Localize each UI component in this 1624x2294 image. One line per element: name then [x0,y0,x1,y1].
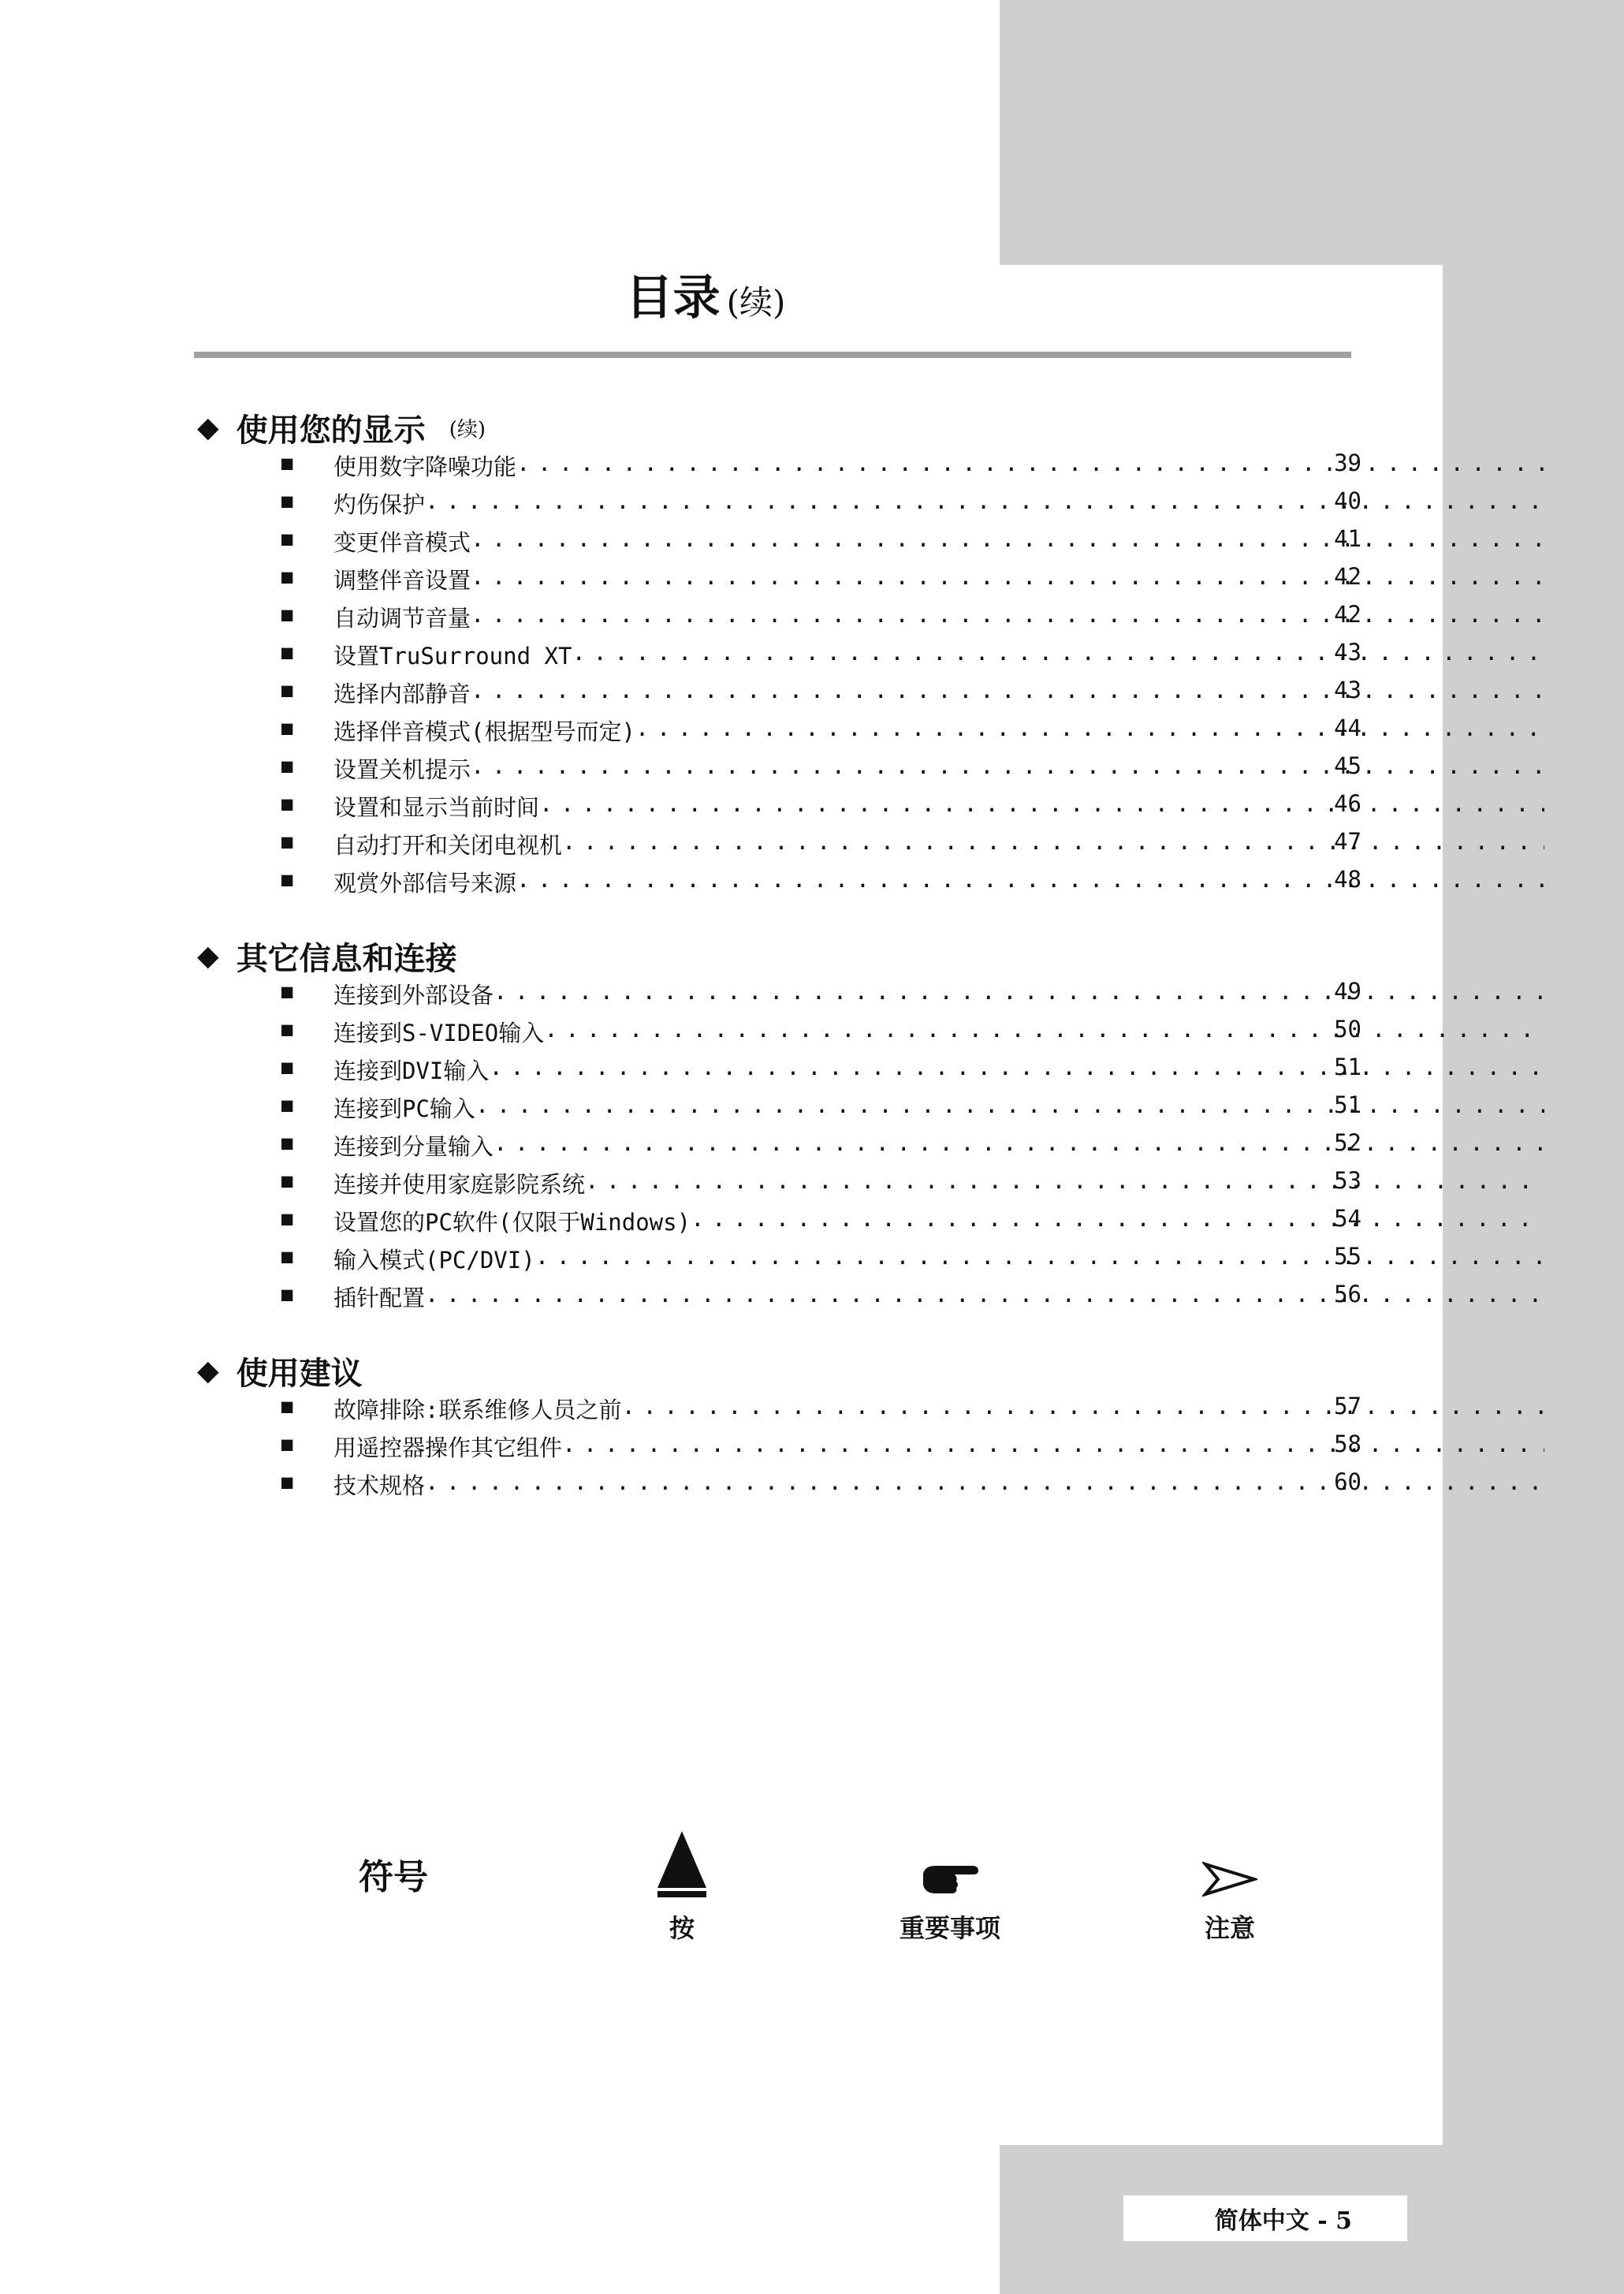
leader-dots [535,1243,1544,1275]
diamond-bullet-icon: ◆ [197,1354,219,1387]
square-bullet-icon: ■ [281,1471,293,1493]
toc-entry-page: 42 [1334,601,1361,628]
leader-dots [516,866,1544,898]
leader-dots [475,1091,1544,1124]
toc-entry[interactable] [281,1013,1361,1050]
page-number-text: 简体中文 - 5 [1214,2207,1352,2235]
toc-entry-page: 44 [1334,714,1361,741]
leader-dots [494,978,1544,1010]
page-title-suffix: (续) [726,283,786,322]
toc-entry[interactable] [281,825,1361,863]
toc-entry-label: 选择伴音模式(根据型号而定) [333,718,635,745]
toc-entry-label: 变更伴音模式 [333,529,471,556]
toc-entry-label: 观赏外部信号来源 [333,870,517,897]
section-heading-text: 其它信息和连接 [236,939,457,977]
page-title-text: 目录 [625,270,721,326]
leader-dots [562,828,1544,860]
toc-entry-page: 39 [1334,449,1361,476]
square-bullet-icon: ■ [281,1132,293,1154]
symbol-caption: 注意 [1204,1913,1255,1943]
section-heading-text: 使用您的显示 [236,411,426,449]
section-heading [197,404,486,451]
square-bullet-icon: ■ [281,528,293,550]
leader-dots [585,1167,1544,1199]
toc-entry-page: 42 [1334,563,1361,590]
section-heading-suffix: (续) [449,417,486,442]
toc-entry-label: 使用数字降噪功能 [333,453,517,480]
square-bullet-icon: ■ [281,679,293,701]
toc-entry[interactable] [281,560,1361,598]
toc-entry[interactable] [281,1278,1361,1315]
toc-entry-page: 50 [1334,1016,1361,1043]
toc-entry-page: 52 [1334,1129,1361,1156]
gray-panel-top [1000,0,1624,265]
square-bullet-icon: ■ [281,1207,293,1229]
toc-entry-page: 51 [1334,1091,1361,1118]
leader-dots [425,1468,1544,1501]
toc-entry-label: 用遥控器操作其它组件 [333,1434,563,1461]
toc-entry-label: 技术规格 [333,1472,426,1499]
toc-entry-page: 58 [1334,1430,1361,1457]
toc-entry-page: 47 [1334,828,1361,855]
square-bullet-icon: ■ [281,641,293,663]
toc-entry[interactable] [281,673,1361,711]
leader-dots [562,1430,1544,1463]
toc-entry-label: 连接到S-VIDEO输入 [333,1020,545,1046]
section-heading [197,932,457,979]
square-bullet-icon: ■ [281,793,293,815]
leader-dots [471,677,1544,709]
leader-dots [489,1054,1544,1086]
toc-entry[interactable] [281,598,1361,636]
leader-dots [572,639,1544,671]
leader-dots [471,601,1544,633]
leader-dots [539,790,1544,822]
square-bullet-icon: ■ [281,1094,293,1116]
toc-entry-page: 53 [1334,1167,1361,1194]
toc-entry-label: 自动打开和关闭电视机 [333,832,563,859]
toc-entry-label: 设置和显示当前时间 [333,794,540,821]
square-bullet-icon: ■ [281,1018,293,1040]
leader-dots [471,563,1544,595]
square-bullet-icon: ■ [281,1283,293,1305]
toc-entry-label: 选择内部静音 [333,681,471,707]
toc-entry[interactable] [281,1088,1361,1126]
toc-entry[interactable] [281,1465,1361,1503]
square-bullet-icon: ■ [281,565,293,587]
section-heading [197,1347,363,1394]
square-bullet-icon: ■ [281,603,293,625]
page-number-label [1123,2195,1407,2241]
square-bullet-icon: ■ [281,490,293,512]
diamond-bullet-icon: ◆ [197,411,219,444]
toc-entry[interactable] [281,1164,1361,1202]
square-bullet-icon: ■ [281,717,293,739]
toc-entry[interactable] [281,1389,1361,1427]
toc-entry-page: 48 [1334,866,1361,893]
toc-entry[interactable] [281,1126,1361,1164]
toc-entry-page: 49 [1334,978,1361,1005]
square-bullet-icon: ■ [281,830,293,852]
leader-dots [494,1129,1544,1162]
page-title [0,267,1411,334]
toc-entry[interactable] [281,1050,1361,1088]
leader-dots [516,449,1544,482]
symbols-legend [0,1814,1624,1971]
toc-entry-label: 连接并使用家庭影院系统 [333,1171,586,1198]
toc-entry-page: 57 [1334,1393,1361,1419]
square-bullet-icon: ■ [281,1056,293,1078]
leader-dots [471,525,1544,558]
toc-entry-label: 插针配置 [333,1285,426,1311]
toc-entry-page: 55 [1334,1243,1361,1270]
section-heading-text: 使用建议 [236,1354,363,1392]
toc-entry-label: 输入模式(PC/DVI) [333,1247,535,1274]
toc-entry[interactable] [281,749,1361,787]
toc-entry-label: 灼伤保护 [333,491,426,518]
toc-entry-label: 连接到DVI输入 [333,1057,490,1084]
leader-dots [635,714,1544,747]
leader-dots [544,1016,1544,1048]
square-bullet-icon: ■ [281,868,293,890]
toc-entry-page: 41 [1334,525,1361,552]
square-bullet-icon: ■ [281,1169,293,1192]
leader-dots [471,752,1544,785]
symbol-caption: 重要事项 [899,1913,1000,1943]
toc-entry-label: 连接到PC输入 [333,1095,475,1122]
toc-entry[interactable] [281,975,1361,1013]
toc-entry[interactable] [281,1240,1361,1278]
toc-entry[interactable] [281,1202,1361,1240]
toc-entry-page: 40 [1334,487,1361,514]
leader-dots [425,487,1544,520]
symbol-important [883,1853,1017,1945]
square-bullet-icon: ■ [281,980,293,1002]
toc-entry[interactable] [281,522,1361,560]
diamond-bullet-icon: ◆ [197,939,219,972]
symbol-press [639,1830,725,1945]
toc-entry-label: 设置您的PC软件(仅限于Windows) [333,1209,691,1236]
toc-entry[interactable] [281,711,1361,749]
toc-entry-label: 调整伴音设置 [333,567,471,594]
toc-entry[interactable] [281,446,1361,484]
toc-entry-page: 51 [1334,1054,1361,1080]
square-bullet-icon: ■ [281,1433,293,1455]
toc-entry[interactable] [281,787,1361,825]
toc-entry-page: 43 [1334,639,1361,666]
square-bullet-icon: ■ [281,1395,293,1417]
toc-entry[interactable] [281,863,1361,901]
toc-entry-label: 连接到外部设备 [333,982,494,1009]
toc-entry-page: 56 [1334,1281,1361,1307]
toc-entry[interactable] [281,1427,1361,1465]
toc-entry-page: 43 [1334,677,1361,703]
toc-entry-label: 连接到分量输入 [333,1133,494,1160]
toc-entry-label: 设置TruSurround XT [333,643,572,670]
toc-entry-label: 故障排除:联系维修人员之前 [333,1397,622,1423]
press-triangle-icon [654,1830,710,1900]
symbols-title: 符号 [359,1857,428,1897]
square-bullet-icon: ■ [281,452,293,474]
leader-dots [691,1205,1544,1237]
toc-entry-page: 46 [1334,790,1361,817]
arrow-note-icon [1202,1858,1257,1900]
toc-entry-page: 60 [1334,1468,1361,1495]
symbol-note [1183,1858,1277,1945]
toc-entry[interactable] [281,484,1361,522]
toc-entry-page: 54 [1334,1205,1361,1232]
symbol-caption: 按 [669,1913,695,1943]
pointing-hand-icon [918,1853,981,1900]
square-bullet-icon: ■ [281,1245,293,1267]
leader-dots [425,1281,1544,1313]
toc-entry-page: 45 [1334,752,1361,779]
leader-dots [621,1393,1544,1425]
square-bullet-icon: ■ [281,755,293,777]
title-divider [194,352,1351,358]
toc-entry-label: 自动调节音量 [333,605,471,632]
toc-entry[interactable] [281,636,1361,673]
toc-entry-label: 设置关机提示 [333,756,471,783]
